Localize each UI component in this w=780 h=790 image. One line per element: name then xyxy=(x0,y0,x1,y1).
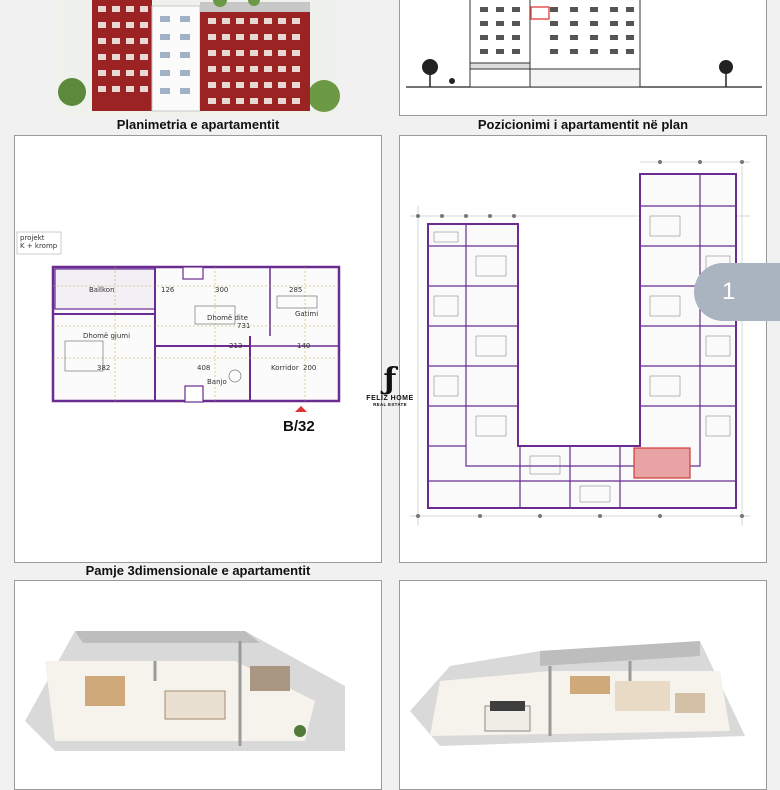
view-3d-caption: Pamje 3dimensionale e apartamentit xyxy=(85,563,311,578)
floor-plan-caption: Planimetria e apartamentit xyxy=(116,117,280,132)
elevation-panel xyxy=(399,0,767,116)
logo-mark-icon: ƒ xyxy=(383,362,397,397)
site-plan-panel xyxy=(399,135,767,563)
floor-plan-panel xyxy=(14,135,382,563)
elevation-drawing xyxy=(400,0,767,116)
dim-126: 126 xyxy=(161,286,175,294)
room-bedroom: Dhomë gjumi xyxy=(83,332,131,340)
room-corridor: Korridor xyxy=(271,364,299,372)
unit-label: B/32 xyxy=(283,418,315,435)
room-bathroom: Banjo xyxy=(207,378,227,386)
dim-382: 382 xyxy=(97,364,111,372)
room-living: Dhomë dite xyxy=(207,314,248,322)
site-plan-drawing xyxy=(400,136,767,563)
page-counter-badge: 1 xyxy=(694,263,780,321)
highlighted-apartment xyxy=(634,448,690,478)
render-3d-panel-left xyxy=(14,580,382,790)
logo-brand: FELIZ HOME xyxy=(366,395,414,402)
dim-200: 200 xyxy=(303,364,317,372)
dim-300: 300 xyxy=(215,286,229,294)
logo-tagline: REAL ESTATE xyxy=(373,402,407,407)
floor-plan-drawing xyxy=(15,136,382,563)
brand-logo xyxy=(360,362,420,417)
render-3d-right xyxy=(400,581,767,790)
position-caption: Pozicionimi i apartamentit në plan xyxy=(477,117,689,132)
building-render-image xyxy=(14,0,382,116)
dim-408: 408 xyxy=(197,364,211,372)
dim-285: 285 xyxy=(289,286,303,294)
room-balcony: Ballkon xyxy=(89,286,115,294)
dim-213: 213 xyxy=(229,342,243,350)
stamp-line-2: K + kromp xyxy=(20,242,58,250)
dim-731: 731 xyxy=(237,322,251,330)
render-3d-left xyxy=(15,581,382,790)
building-render-panel xyxy=(14,0,382,116)
room-kitchen: Gatimi xyxy=(295,310,319,318)
dim-140: 140 xyxy=(297,342,311,350)
render-3d-panel-right xyxy=(399,580,767,790)
stamp-line-1: projekt xyxy=(20,234,45,242)
